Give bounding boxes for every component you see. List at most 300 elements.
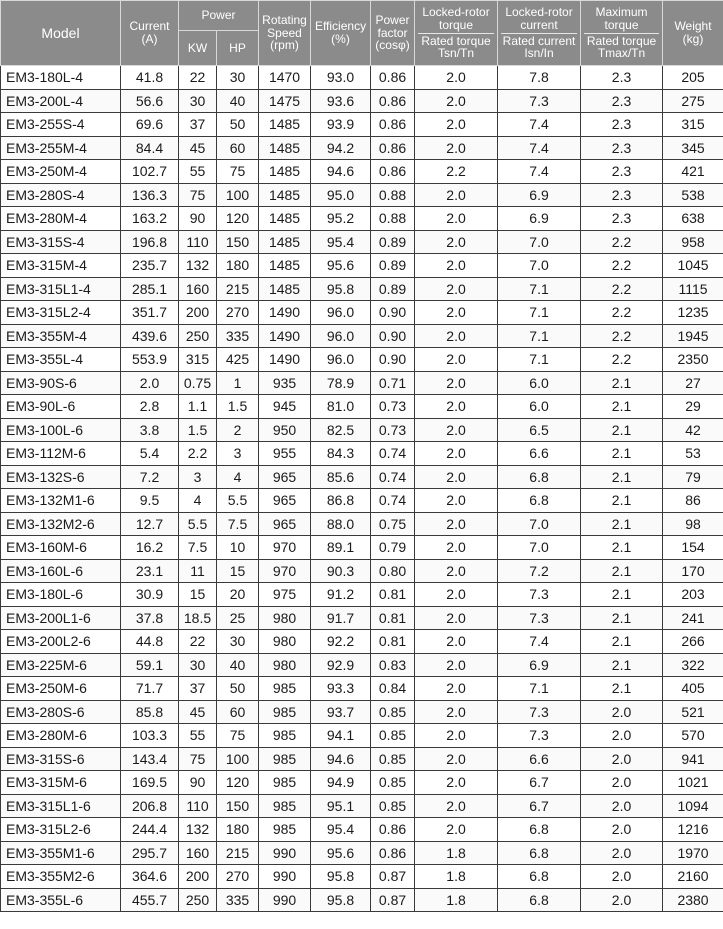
power-kw-cell: 15	[179, 583, 217, 607]
weight-cell: 203	[663, 583, 723, 607]
current-header: Current (A)	[121, 1, 179, 66]
max-torque-header: Maximum torque Rated torque Tmax/Tn	[581, 1, 663, 66]
model-cell: EM3-132S-6	[1, 465, 121, 489]
weight-cell: 1970	[663, 841, 723, 865]
power-hp-cell: 2	[217, 418, 259, 442]
efficiency-cell: 95.8	[311, 888, 371, 912]
efficiency-cell: 86.8	[311, 489, 371, 513]
locked-current-cell: 7.1	[498, 324, 581, 348]
power-factor-cell: 0.84	[371, 677, 415, 701]
weight-cell: 27	[663, 371, 723, 395]
efficiency-cell: 95.8	[311, 277, 371, 301]
speed-header: Rotating Speed (rpm)	[259, 1, 311, 66]
speed-cell: 990	[259, 865, 311, 889]
table-row	[1, 724, 723, 748]
power-factor-cell: 0.86	[371, 841, 415, 865]
speed-cell: 945	[259, 395, 311, 419]
speed-cell: 990	[259, 888, 311, 912]
power-hp-cell: 5.5	[217, 489, 259, 513]
current-cell: 12.7	[121, 512, 179, 536]
current-cell: 9.5	[121, 489, 179, 513]
power-kw-cell: 75	[179, 747, 217, 771]
locked-current-cell: 7.0	[498, 230, 581, 254]
efficiency-cell: 95.8	[311, 865, 371, 889]
weight-cell: 521	[663, 700, 723, 724]
locked-current-cell: 7.0	[498, 536, 581, 560]
locked-torque-cell: 2.0	[415, 700, 498, 724]
current-cell: 2.0	[121, 371, 179, 395]
speed-cell: 965	[259, 512, 311, 536]
max-torque-cell: 2.3	[581, 66, 663, 90]
locked-current-cell: 6.6	[498, 747, 581, 771]
speed-cell: 980	[259, 630, 311, 654]
max-torque-cell: 2.1	[581, 630, 663, 654]
power-hp-cell: 335	[217, 324, 259, 348]
current-cell: 206.8	[121, 794, 179, 818]
locked-torque-cell: 2.0	[415, 301, 498, 325]
locked-torque-cell: 2.0	[415, 371, 498, 395]
power-hp-cell: 100	[217, 747, 259, 771]
max-torque-cell: 2.3	[581, 136, 663, 160]
current-cell: 285.1	[121, 277, 179, 301]
speed-cell: 1485	[259, 230, 311, 254]
weight-cell: 42	[663, 418, 723, 442]
locked-torque-cell: 1.8	[415, 888, 498, 912]
locked-current-cell: 7.4	[498, 630, 581, 654]
current-cell: 7.2	[121, 465, 179, 489]
power-factor-cell: 0.86	[371, 113, 415, 137]
speed-cell: 1490	[259, 324, 311, 348]
weight-cell: 1115	[663, 277, 723, 301]
locked-current-cell: 6.8	[498, 465, 581, 489]
power-factor-cell: 0.75	[371, 512, 415, 536]
weight-cell: 1045	[663, 254, 723, 278]
locked-torque-cell: 2.0	[415, 395, 498, 419]
power-kw-cell: 110	[179, 230, 217, 254]
locked-torque-cell: 2.0	[415, 324, 498, 348]
speed-cell: 970	[259, 536, 311, 560]
locked-torque-cell: 2.0	[415, 630, 498, 654]
table-row	[1, 183, 723, 207]
current-cell: 16.2	[121, 536, 179, 560]
model-cell: EM3-315L1-4	[1, 277, 121, 301]
efficiency-cell: 95.4	[311, 818, 371, 842]
power-factor-cell: 0.71	[371, 371, 415, 395]
power-factor-cell: 0.85	[371, 794, 415, 818]
efficiency-cell: 96.0	[311, 348, 371, 372]
power-kw-cell: 22	[179, 66, 217, 90]
power-factor-cell: 0.80	[371, 559, 415, 583]
locked-current-cell: 7.1	[498, 277, 581, 301]
max-torque-cell: 2.0	[581, 841, 663, 865]
model-cell: EM3-355L-4	[1, 348, 121, 372]
model-cell: EM3-280M-4	[1, 207, 121, 231]
efficiency-cell: 95.6	[311, 841, 371, 865]
weight-cell: 345	[663, 136, 723, 160]
locked-current-cell: 6.7	[498, 771, 581, 795]
power-kw-cell: 30	[179, 653, 217, 677]
weight-cell: 241	[663, 606, 723, 630]
table-row	[1, 606, 723, 630]
max-torque-cell: 2.1	[581, 395, 663, 419]
locked-current-cell: 7.1	[498, 348, 581, 372]
efficiency-cell: 82.5	[311, 418, 371, 442]
locked-current-cell: 7.3	[498, 606, 581, 630]
power-kw-cell: 4	[179, 489, 217, 513]
locked-torque-header: Locked-rotor torque Rated torque Tsn/Tn	[415, 1, 498, 66]
efficiency-cell: 78.9	[311, 371, 371, 395]
max-torque-cell: 2.1	[581, 536, 663, 560]
locked-torque-cell: 2.0	[415, 536, 498, 560]
model-cell: EM3-132M1-6	[1, 489, 121, 513]
locked-torque-cell: 2.0	[415, 113, 498, 137]
locked-torque-cell: 2.0	[415, 606, 498, 630]
efficiency-cell: 90.3	[311, 559, 371, 583]
model-cell: EM3-180L-6	[1, 583, 121, 607]
current-cell: 364.6	[121, 865, 179, 889]
locked-torque-cell: 2.0	[415, 254, 498, 278]
current-cell: 455.7	[121, 888, 179, 912]
table-row	[1, 277, 723, 301]
weight-cell: 322	[663, 653, 723, 677]
power-hp-cell: 150	[217, 230, 259, 254]
power-factor-cell: 0.89	[371, 277, 415, 301]
model-cell: EM3-200L-4	[1, 89, 121, 113]
table-row	[1, 583, 723, 607]
power-kw-cell: 30	[179, 89, 217, 113]
weight-cell: 405	[663, 677, 723, 701]
power-kw-cell: 18.5	[179, 606, 217, 630]
efficiency-cell: 92.9	[311, 653, 371, 677]
current-cell: 439.6	[121, 324, 179, 348]
power-factor-cell: 0.79	[371, 536, 415, 560]
power-hp-cell: 50	[217, 113, 259, 137]
model-cell: EM3-90S-6	[1, 371, 121, 395]
power-hp-cell: 30	[217, 66, 259, 90]
model-cell: EM3-280S-4	[1, 183, 121, 207]
table-row	[1, 395, 723, 419]
power-hp-cell: 270	[217, 865, 259, 889]
max-torque-cell: 2.2	[581, 348, 663, 372]
table-body	[1, 66, 723, 912]
locked-torque-cell: 2.0	[415, 230, 498, 254]
weight-cell: 2380	[663, 888, 723, 912]
weight-cell: 958	[663, 230, 723, 254]
max-torque-cell: 2.1	[581, 559, 663, 583]
model-cell: EM3-355M-4	[1, 324, 121, 348]
power-header: Power	[179, 1, 259, 31]
power-hp-cell: 1	[217, 371, 259, 395]
power-hp-cell: 40	[217, 89, 259, 113]
table-row	[1, 489, 723, 513]
table-row	[1, 442, 723, 466]
efficiency-cell: 94.2	[311, 136, 371, 160]
model-cell: EM3-255M-4	[1, 136, 121, 160]
speed-cell: 980	[259, 653, 311, 677]
table-row	[1, 653, 723, 677]
power-hp-cell: 7.5	[217, 512, 259, 536]
model-cell: EM3-112M-6	[1, 442, 121, 466]
power-factor-cell: 0.85	[371, 771, 415, 795]
weight-cell: 154	[663, 536, 723, 560]
current-cell: 136.3	[121, 183, 179, 207]
power-hp-cell: 60	[217, 136, 259, 160]
model-cell: EM3-315L2-4	[1, 301, 121, 325]
model-cell: EM3-200L1-6	[1, 606, 121, 630]
current-cell: 553.9	[121, 348, 179, 372]
max-torque-cell: 2.1	[581, 606, 663, 630]
current-cell: 2.8	[121, 395, 179, 419]
locked-torque-cell: 2.0	[415, 559, 498, 583]
weight-cell: 275	[663, 89, 723, 113]
efficiency-cell: 91.2	[311, 583, 371, 607]
locked-torque-cell: 1.8	[415, 865, 498, 889]
max-torque-cell: 2.1	[581, 418, 663, 442]
weight-cell: 2350	[663, 348, 723, 372]
current-cell: 244.4	[121, 818, 179, 842]
table-row	[1, 536, 723, 560]
locked-torque-cell: 2.2	[415, 160, 498, 184]
efficiency-cell: 95.0	[311, 183, 371, 207]
model-cell: EM3-90L-6	[1, 395, 121, 419]
speed-cell: 1485	[259, 136, 311, 160]
max-torque-cell: 2.3	[581, 113, 663, 137]
power-hp-cell: 30	[217, 630, 259, 654]
table-row	[1, 254, 723, 278]
current-cell: 351.7	[121, 301, 179, 325]
speed-cell: 1485	[259, 277, 311, 301]
locked-torque-cell: 2.0	[415, 747, 498, 771]
weight-cell: 205	[663, 66, 723, 90]
weight-cell: 941	[663, 747, 723, 771]
weight-cell: 98	[663, 512, 723, 536]
current-cell: 59.1	[121, 653, 179, 677]
max-torque-cell: 2.0	[581, 771, 663, 795]
weight-cell: 1945	[663, 324, 723, 348]
power-kw-cell: 90	[179, 207, 217, 231]
locked-current-cell: 7.3	[498, 700, 581, 724]
locked-current-cell: 7.3	[498, 724, 581, 748]
power-factor-cell: 0.86	[371, 89, 415, 113]
locked-current-cell: 6.9	[498, 183, 581, 207]
model-cell: EM3-280M-6	[1, 724, 121, 748]
current-cell: 71.7	[121, 677, 179, 701]
max-torque-cell: 2.0	[581, 865, 663, 889]
table-row	[1, 324, 723, 348]
efficiency-cell: 94.6	[311, 160, 371, 184]
max-torque-cell: 2.3	[581, 160, 663, 184]
max-torque-cell: 2.2	[581, 230, 663, 254]
power-hp-cell: 3	[217, 442, 259, 466]
power-factor-cell: 0.88	[371, 207, 415, 231]
power-kw-cell: 3	[179, 465, 217, 489]
model-cell: EM3-160M-6	[1, 536, 121, 560]
power-factor-cell: 0.89	[371, 230, 415, 254]
locked-current-cell: 6.0	[498, 371, 581, 395]
power-hp-cell: 20	[217, 583, 259, 607]
table-row	[1, 630, 723, 654]
max-torque-cell: 2.2	[581, 301, 663, 325]
current-cell: 30.9	[121, 583, 179, 607]
max-torque-cell: 2.0	[581, 747, 663, 771]
locked-current-cell: 7.1	[498, 677, 581, 701]
current-cell: 84.4	[121, 136, 179, 160]
table-row	[1, 865, 723, 889]
power-factor-cell: 0.81	[371, 606, 415, 630]
max-torque-cell: 2.3	[581, 207, 663, 231]
power-kw-cell: 200	[179, 865, 217, 889]
current-cell: 56.6	[121, 89, 179, 113]
locked-torque-cell: 2.0	[415, 818, 498, 842]
power-hp-cell: 40	[217, 653, 259, 677]
locked-torque-cell: 2.0	[415, 512, 498, 536]
max-torque-cell: 2.1	[581, 653, 663, 677]
locked-current-cell: 6.6	[498, 442, 581, 466]
weight-cell: 570	[663, 724, 723, 748]
efficiency-cell: 93.7	[311, 700, 371, 724]
efficiency-cell: 95.1	[311, 794, 371, 818]
max-torque-cell: 2.1	[581, 465, 663, 489]
locked-torque-cell: 2.0	[415, 677, 498, 701]
power-kw-cell: 315	[179, 348, 217, 372]
power-factor-cell: 0.81	[371, 630, 415, 654]
power-kw-cell: 160	[179, 277, 217, 301]
power-kw-cell: 2.2	[179, 442, 217, 466]
current-cell: 3.8	[121, 418, 179, 442]
current-cell: 5.4	[121, 442, 179, 466]
locked-torque-cell: 2.0	[415, 489, 498, 513]
table-row	[1, 677, 723, 701]
model-cell: EM3-355M2-6	[1, 865, 121, 889]
power-hp-cell: 15	[217, 559, 259, 583]
max-torque-cell: 2.0	[581, 700, 663, 724]
power-kw-cell: 250	[179, 324, 217, 348]
locked-current-cell: 7.1	[498, 301, 581, 325]
locked-torque-cell: 2.0	[415, 277, 498, 301]
locked-current-cell: 7.2	[498, 559, 581, 583]
efficiency-cell: 84.3	[311, 442, 371, 466]
model-cell: EM3-315M-4	[1, 254, 121, 278]
power-kw-cell: 90	[179, 771, 217, 795]
table-row	[1, 700, 723, 724]
model-header: Model	[1, 1, 121, 66]
power-factor-cell: 0.90	[371, 324, 415, 348]
locked-torque-cell: 2.0	[415, 418, 498, 442]
efficiency-cell: 94.1	[311, 724, 371, 748]
locked-torque-cell: 2.0	[415, 66, 498, 90]
locked-current-cell: 6.5	[498, 418, 581, 442]
efficiency-cell: 93.6	[311, 89, 371, 113]
power-kw-cell: 132	[179, 254, 217, 278]
current-cell: 69.6	[121, 113, 179, 137]
current-cell: 37.8	[121, 606, 179, 630]
power-kw-cell: 75	[179, 183, 217, 207]
weight-cell: 29	[663, 395, 723, 419]
max-torque-cell: 2.1	[581, 489, 663, 513]
efficiency-cell: 96.0	[311, 324, 371, 348]
power-factor-cell: 0.74	[371, 489, 415, 513]
power-factor-cell: 0.85	[371, 724, 415, 748]
power-factor-cell: 0.89	[371, 254, 415, 278]
table-row	[1, 66, 723, 90]
power-factor-cell: 0.86	[371, 818, 415, 842]
weight-cell: 1235	[663, 301, 723, 325]
power-kw-cell: 22	[179, 630, 217, 654]
power-factor-cell: 0.83	[371, 653, 415, 677]
power-hp-cell: 60	[217, 700, 259, 724]
speed-cell: 1485	[259, 160, 311, 184]
speed-cell: 985	[259, 747, 311, 771]
current-cell: 102.7	[121, 160, 179, 184]
speed-cell: 1485	[259, 113, 311, 137]
power-factor-cell: 0.90	[371, 301, 415, 325]
max-torque-cell: 2.2	[581, 254, 663, 278]
locked-current-cell: 6.7	[498, 794, 581, 818]
efficiency-header: Efficiency (%)	[311, 1, 371, 66]
locked-current-cell: 6.0	[498, 395, 581, 419]
efficiency-cell: 91.7	[311, 606, 371, 630]
power-hp-cell: 180	[217, 818, 259, 842]
weight-cell: 315	[663, 113, 723, 137]
header-row-top	[1, 1, 723, 31]
weight-cell: 1216	[663, 818, 723, 842]
locked-current-cell: 6.9	[498, 207, 581, 231]
power-factor-cell: 0.90	[371, 348, 415, 372]
locked-current-cell: 6.8	[498, 818, 581, 842]
power-kw-cell: 11	[179, 559, 217, 583]
current-cell: 235.7	[121, 254, 179, 278]
speed-cell: 985	[259, 818, 311, 842]
max-torque-cell: 2.1	[581, 371, 663, 395]
speed-cell: 985	[259, 771, 311, 795]
speed-cell: 1485	[259, 207, 311, 231]
efficiency-cell: 92.2	[311, 630, 371, 654]
table-row	[1, 89, 723, 113]
table-row	[1, 888, 723, 912]
efficiency-cell: 94.9	[311, 771, 371, 795]
locked-current-cell: 7.4	[498, 136, 581, 160]
power-factor-cell: 0.73	[371, 418, 415, 442]
current-cell: 85.8	[121, 700, 179, 724]
power-kw-cell: 55	[179, 160, 217, 184]
weight-cell: 421	[663, 160, 723, 184]
efficiency-cell: 81.0	[311, 395, 371, 419]
locked-torque-cell: 2.0	[415, 207, 498, 231]
power-hp-cell: 425	[217, 348, 259, 372]
power-factor-cell: 0.73	[371, 395, 415, 419]
table-row	[1, 371, 723, 395]
current-cell: 295.7	[121, 841, 179, 865]
weight-cell: 1021	[663, 771, 723, 795]
max-torque-cell: 2.3	[581, 89, 663, 113]
current-cell: 169.5	[121, 771, 179, 795]
efficiency-cell: 93.3	[311, 677, 371, 701]
power-kw-cell: 160	[179, 841, 217, 865]
power-hp-cell: 120	[217, 771, 259, 795]
speed-cell: 1470	[259, 66, 311, 90]
model-cell: EM3-315S-6	[1, 747, 121, 771]
power-hp-cell: 1.5	[217, 395, 259, 419]
weight-header: Weight (kg)	[663, 1, 723, 66]
power-kw-cell: 37	[179, 677, 217, 701]
max-torque-cell: 2.2	[581, 277, 663, 301]
speed-cell: 1490	[259, 348, 311, 372]
power-kw-cell: 250	[179, 888, 217, 912]
speed-cell: 990	[259, 841, 311, 865]
locked-torque-cell: 2.0	[415, 136, 498, 160]
power-hp-cell: 25	[217, 606, 259, 630]
table-row	[1, 348, 723, 372]
